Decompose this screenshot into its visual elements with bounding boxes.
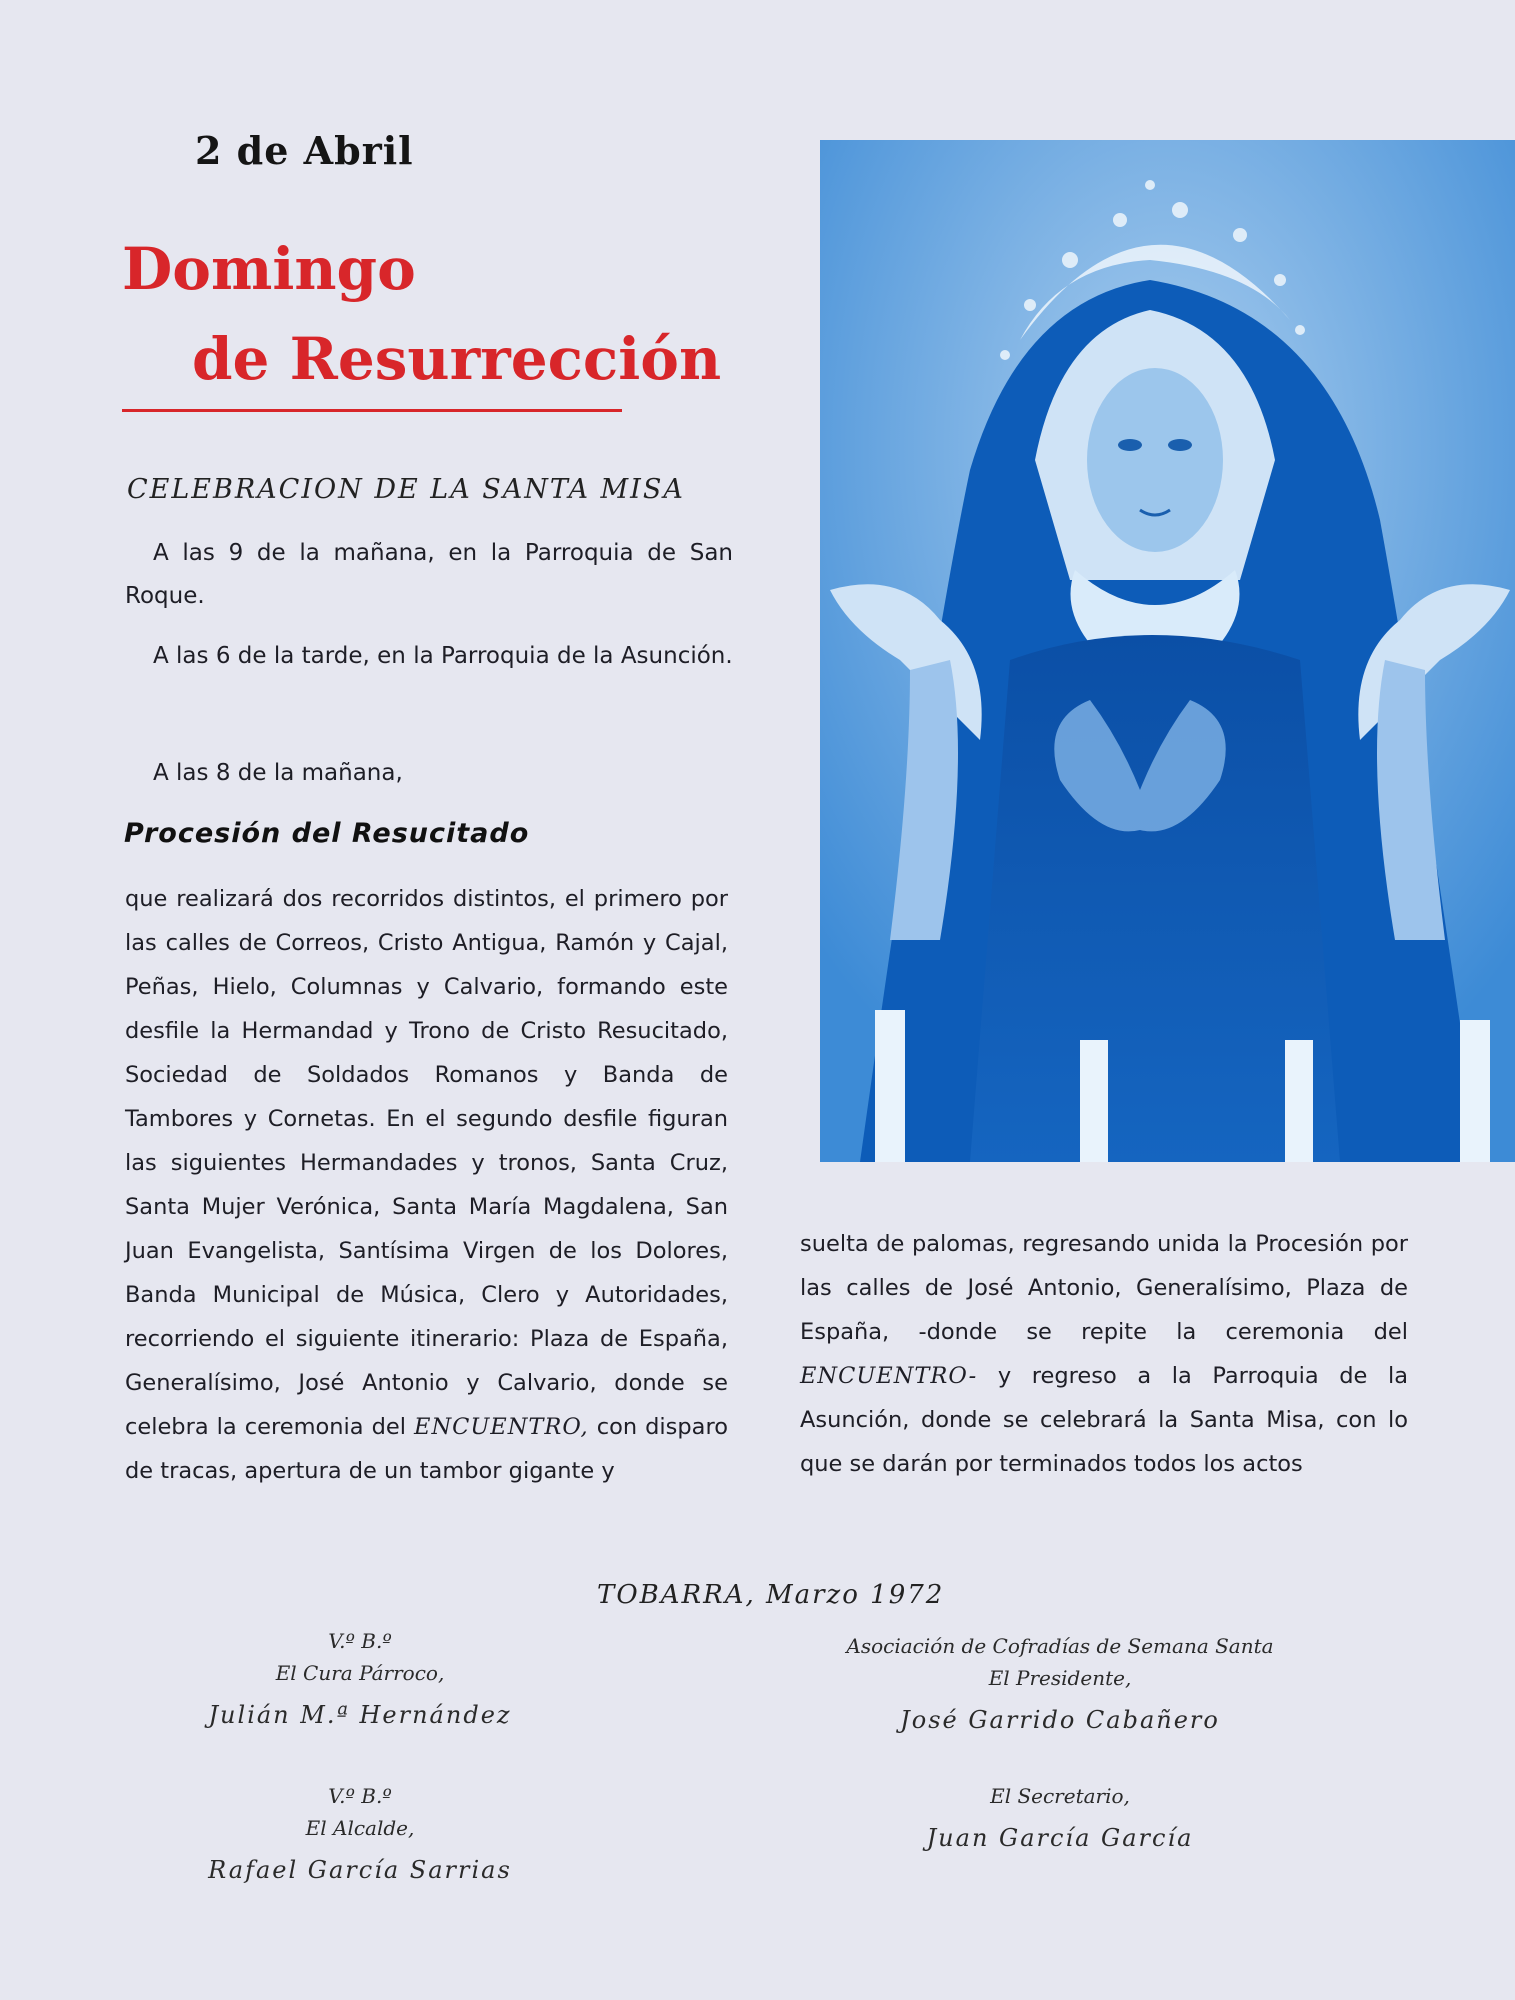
statue-robe (970, 635, 1340, 1162)
association-name: Asociación de Cofradías de Semana Santa (846, 1634, 1274, 1658)
procession-text-right (800, 1222, 1408, 1486)
event-date: 2 de Abril (195, 128, 414, 173)
place-and-date: TOBARRA, Marzo 1972 (597, 1580, 945, 1610)
signer-name: Juan García García (926, 1824, 1194, 1852)
encuentro-word-1: ENCUENTRO, (414, 1414, 589, 1440)
procession-text-right-b: y regreso a la Parroquia de la Asunción, donde se celebrará la Santa Misa, con lo que se darán por terminados todos los actos (800, 1363, 1408, 1477)
signer-name: Julián M.ª Hernández (208, 1701, 512, 1729)
mass-paragraph-2: A las 6 de la tarde, en la Parroquia de la Asunción. (153, 643, 733, 669)
statue-face (1087, 368, 1223, 552)
procession-heading: Procesión del Resucitado (124, 818, 530, 849)
statue-illustration (820, 140, 1515, 1162)
mass-paragraph-1: A las 9 de la mañana, en la Parroquia de San Roque. (125, 540, 733, 609)
encuentro-word-2: ENCUENTRO- (800, 1363, 978, 1389)
signer-role: El Secretario, (990, 1784, 1130, 1808)
procession-text-right-a: suelta de palomas, regresando unida la Procesión por las calles de José Antonio, Generalísimo, Plaza de España, -donde se repite la ceremonia del (800, 1231, 1408, 1345)
signature-mayor (170, 1780, 550, 1886)
approval-mark: V.º B.º (328, 1784, 392, 1808)
signer-role: El Presidente, (988, 1666, 1132, 1690)
procession-text-left-a: que realizará dos recorridos distintos, el primero por las calles de Correos, Cristo Antigua, Ramón y Cajal, Peñas, Hielo, Columnas y Calvario, formando este desfile la Hermandad y Trono de Cristo Resucitado, Sociedad de Soldados Romanos y Banda de Tambores y Cornetas. En el segundo desfile figuran las siguientes Hermandades y tronos, Santa Cruz, Santa Mujer Verónica, Santa María Magdalena, San Juan Evangelista, Santísima Virgen de los Dolores, Banda Municipal de Música, Clero y Autoridades, recorriendo el siguiente itinerario: Plaza de España, Generalísimo, José Antonio y Calvario, donde se celebra la ceremonia del (125, 886, 728, 1440)
procession-text-left-b: con disparo de tracas, apertura de un tambor gigante y (125, 1414, 728, 1484)
mass-paragraph-3: A las 8 de la mañana, (153, 760, 403, 786)
signature-president (810, 1630, 1310, 1736)
signer-name: José Garrido Cabañero (900, 1706, 1220, 1734)
title-underline (122, 409, 622, 412)
mass-heading: CELEBRACION DE LA SANTA MISA (127, 474, 685, 505)
signer-role: El Cura Párroco, (275, 1661, 445, 1685)
page-title-line2: de Resurrección (192, 325, 722, 393)
virgin-statue-photo (820, 140, 1515, 1162)
signer-name: Rafael García Sarrias (208, 1856, 512, 1884)
procession-text-left (125, 877, 728, 1493)
approval-mark: V.º B.º (328, 1629, 392, 1653)
page-title-line1: Domingo (122, 235, 416, 303)
signature-secretary (810, 1780, 1310, 1854)
signer-role: El Alcalde, (305, 1816, 415, 1840)
signature-parish-priest (170, 1625, 550, 1731)
